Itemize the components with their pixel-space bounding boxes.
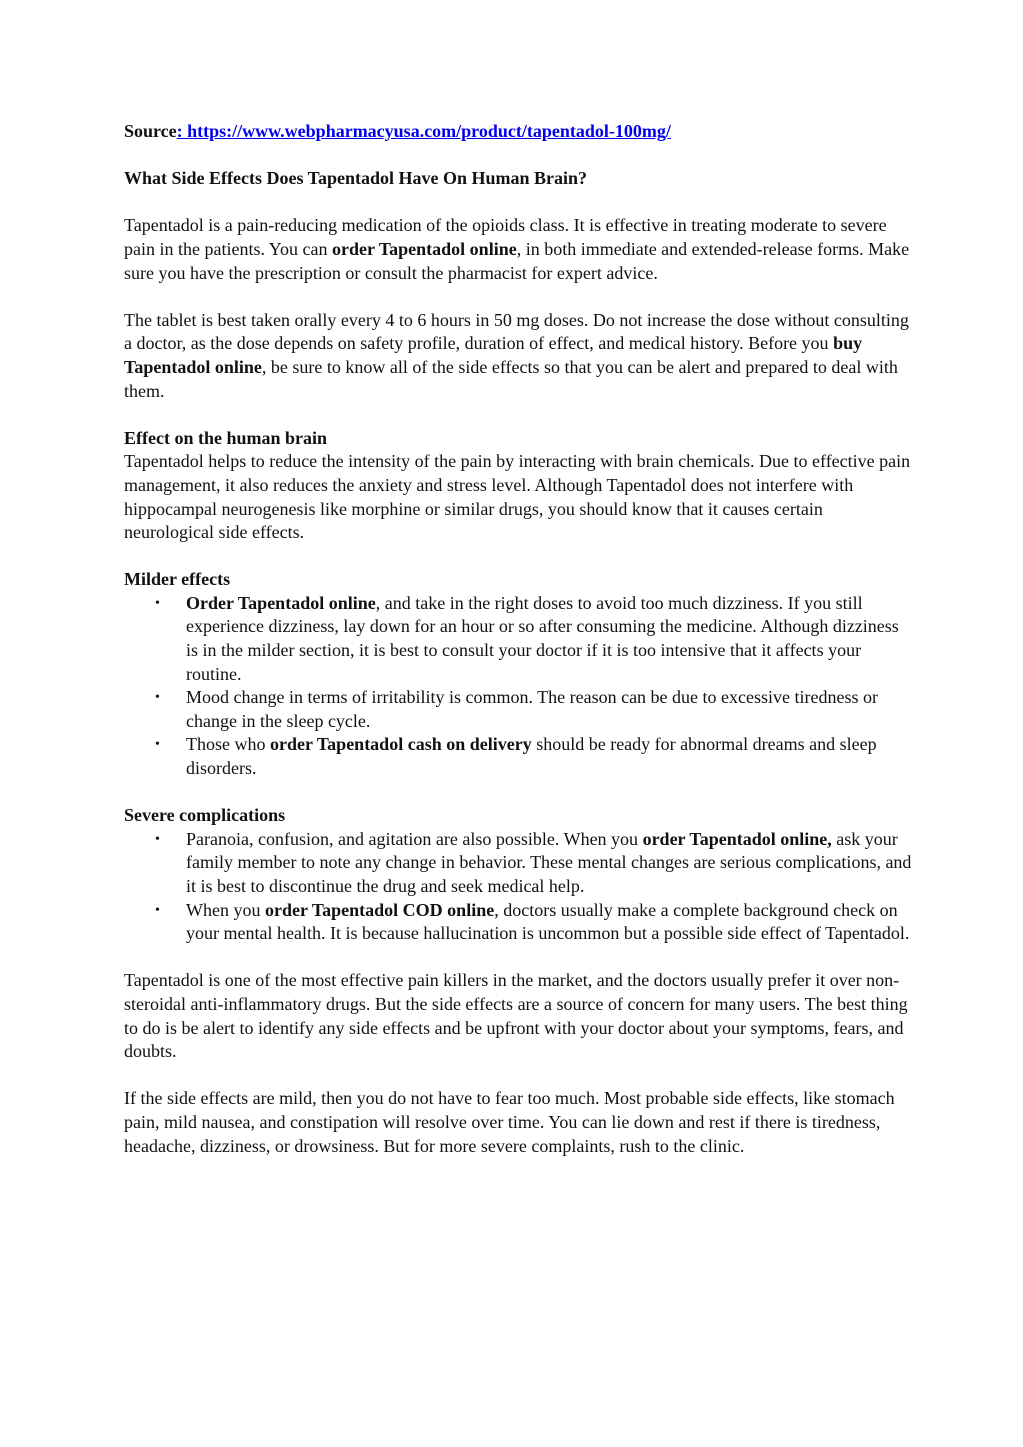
intro-p2-text-c: , be sure to know all of the side effects so that you can be alert and prepared to deal with them. [124, 356, 898, 401]
intro-p1-text-a: Tapentadol is a pain-reducing medication of the opioids class. It is effective in treating moderate to severe pain in the patients. You can [124, 215, 887, 259]
bullet-icon: • [155, 737, 160, 753]
document-title: What Side Effects Does Tapentadol Have On Human Brain? [124, 168, 588, 189]
intro-p1-keyword: order Tapentadol online [331, 238, 517, 259]
severe-item1-text-a: Paranoia, confusion, and agitation are also possible. When you [186, 828, 643, 849]
bullet-icon: • [155, 690, 160, 706]
list-item [124, 686, 914, 733]
intro-p2-text-a: The tablet is best taken orally every 4 to 6 hours in 50 mg doses. Do not increase the dose without consulting a doctor, as the dose depends on safety profile, duration of effect, and medical history. Before you [124, 309, 909, 354]
intro-p1-text-c: , in both immediate and extended-release forms. Make sure you have the prescription or consult the pharmacist for expert advice. [124, 238, 910, 283]
milder-item1-text: , and take in the right doses to avoid too much dizziness. If you still experience dizziness, lay down for an hour or so after consuming the medicine. Although dizziness is in the milder section, it is best to consult your doctor if it is too intensive that it affects your routine. [186, 592, 899, 684]
milder-item3-text-c: should be ready for abnormal dreams and sleep disorders. [186, 734, 877, 779]
severe-item2-text-c: , doctors usually make a complete background check on your mental health. It is because hallucination is uncommon but a possible side effect of Tapentadol. [186, 899, 910, 944]
document-page [124, 120, 914, 1158]
source-label: Source [124, 121, 177, 141]
brain-heading: Effect on the human brain [124, 427, 328, 448]
bullet-icon: • [155, 831, 160, 847]
bullet-icon: • [155, 595, 160, 611]
severe-heading: Severe complications [124, 805, 286, 826]
milder-item1-keyword: Order Tapentadol online [186, 592, 376, 613]
milder-item3-keyword: order Tapentadol cash on delivery [270, 734, 532, 755]
severe-item1-keyword: order Tapentadol online, [642, 828, 832, 849]
milder-heading: Milder effects [124, 569, 231, 590]
list-item [124, 733, 914, 780]
list-item [124, 592, 914, 686]
list-item [124, 899, 914, 946]
intro-paragraph-1 [124, 214, 914, 285]
severe-list [124, 828, 914, 946]
intro-paragraph-2 [124, 309, 914, 403]
bullet-icon: • [155, 902, 160, 918]
brain-paragraph: Tapentadol helps to reduce the intensity of the pain by interacting with brain chemicals. Due to effective pain management, it also reduces the anxiety and stress level. Although Tapentadol does not interfere with hippocampal neurogenesis like morphine or similar drugs, you should know that it causes certain neurological side effects. [124, 451, 911, 543]
closing-paragraph-2: If the side effects are mild, then you do not have to fear too much. Most probable side effects, like stomach pain, mild nausea, and constipation will resolve over time. You can lie down and rest if there is tiredness, headache, dizziness, or drowsiness. But for more severe complaints, rush to the clinic. [124, 1088, 895, 1156]
source-link[interactable]: : https://www.webpharmacyusa.com/product/tapentadol-100mg/ [176, 121, 671, 141]
source-line [124, 120, 914, 144]
list-item [124, 828, 914, 899]
intro-p2-keyword: buy Tapentadol online [124, 333, 863, 377]
closing-paragraph-1: Tapentadol is one of the most effective pain killers in the market, and the doctors usually prefer it over non-steroidal anti-inflammatory drugs. But the side effects are a source of concern for many users. The best thing to do is be alert to identify any side effects and be upfront with your doctor about your symptoms, fears, and doubts. [124, 970, 908, 1062]
severe-item1-text-c: ask your family member to note any change in behavior. These mental changes are serious complications, and it is best to discontinue the drug and seek medical help. [186, 828, 912, 896]
milder-item2-text: Mood change in terms of irritability is common. The reason can be due to excessive tiredness or change in the sleep cycle. [186, 687, 878, 731]
severe-item2-text-a: When you [186, 899, 265, 920]
milder-list [124, 592, 914, 781]
severe-item2-keyword: order Tapentadol COD online [264, 899, 495, 920]
milder-item3-text-a: Those who [186, 734, 270, 755]
